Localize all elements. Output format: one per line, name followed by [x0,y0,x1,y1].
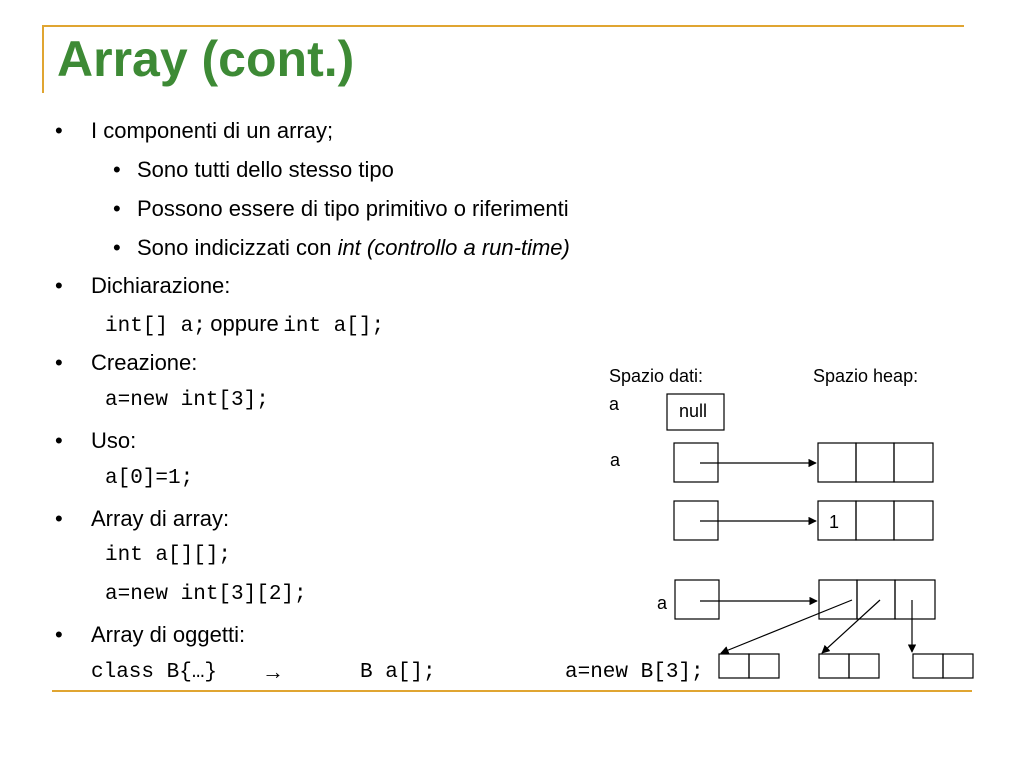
array-of-arrays-code-1: int a[][]; [105,544,232,567]
bullet-usage: Uso: [91,428,137,453]
sub-array-cell [913,654,943,678]
sub-array-cell [849,654,879,678]
declaration-code-1: int[] a; [105,315,206,338]
implies-arrow-icon: → [262,659,284,684]
var-label-a: a [657,593,668,613]
indexed-text: Sono indicizzati con [137,235,338,260]
creation-code: a=new int[3]; [105,389,269,412]
pointer-arrow [721,600,852,653]
array-of-arrays-code-2: a=new int[3][2]; [105,583,307,606]
slide-title: Array (cont.) [57,31,355,87]
sub-bullet-primitive-or-ref: Possono essere di tipo primitivo o riferimenti [137,196,569,221]
null-value: null [679,401,708,421]
bullet-marker: • [55,273,63,298]
var-label-a: a [610,450,621,470]
bullet-declaration: Dichiarazione: [91,273,231,298]
heap-cell [894,443,933,482]
sub-array-cell [749,654,779,678]
objects-code-new: a=new B[3]; [565,661,704,684]
bullet-marker: • [55,428,63,453]
ref-cell [675,580,719,619]
bottom-rule [52,690,972,692]
label-heap-space: Spazio heap: [813,366,919,386]
sub-bullet-same-type: Sono tutti dello stesso tipo [137,157,394,182]
pointer-arrow [822,600,880,653]
declaration-or: oppure [210,311,279,336]
heap-cell [819,580,857,619]
bullet-marker: • [55,350,63,375]
heap-cell [857,580,895,619]
sub-bullet-marker: • [113,196,121,221]
objects-code-class: class B{…} [91,661,218,684]
sub-array-cell [943,654,973,678]
bullet-marker: • [55,622,63,647]
bullet-creation: Creazione: [91,350,198,375]
label-data-space: Spazio dati: [609,366,704,386]
var-label-a: a [609,394,620,414]
indexed-emphasis: int (controllo a run-time) [337,235,570,260]
bullet-array-of-objects: Array di oggetti: [91,622,246,647]
sub-bullet-marker: • [113,235,121,260]
bullet-marker: • [55,506,63,531]
bullet-marker: • [55,118,63,143]
cell-value: 1 [829,512,840,532]
objects-code-decl: B a[]; [360,661,436,684]
declaration-code-2: int a[]; [283,315,385,338]
sub-bullet-marker: • [113,157,121,182]
heap-cell [895,580,935,619]
sub-array-cell [819,654,849,678]
sub-array-cell [719,654,749,678]
heap-cell [856,501,894,540]
bullet-array-of-arrays: Array di array: [91,506,230,531]
heap-cell [818,443,856,482]
heap-cell [856,443,894,482]
bullet-components: I componenti di un array; [91,118,334,143]
heap-cell [894,501,933,540]
usage-code: a[0]=1; [105,467,194,490]
